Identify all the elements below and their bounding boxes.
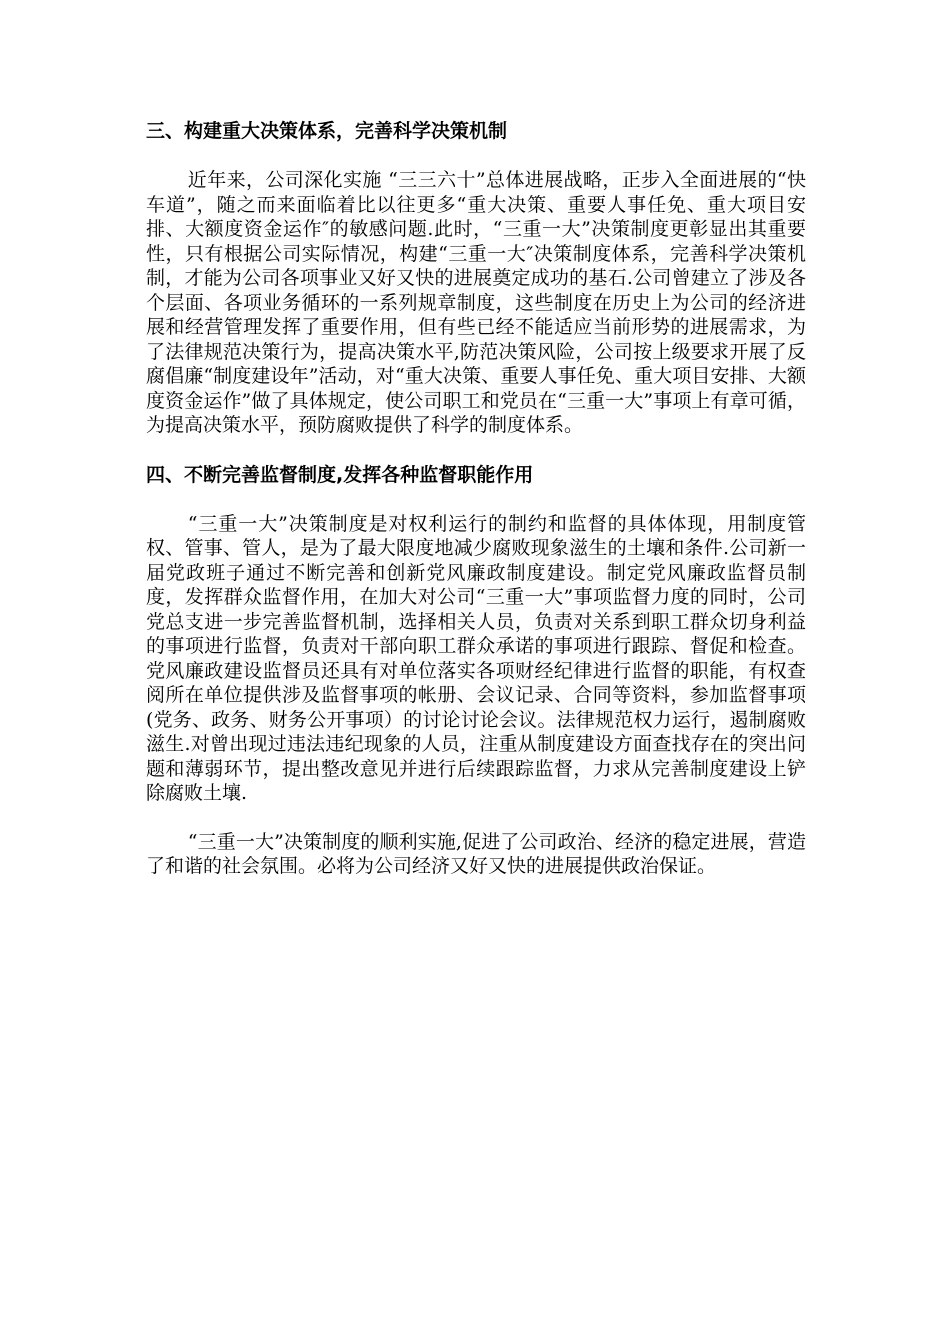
section-heading-4: 四、不断完善监督制度,发挥各种监督职能作用 bbox=[146, 463, 534, 486]
section-4-paragraph-2: “三重一大”决策制度的顺利实施,促进了公司政治、经济的稳定进展，营造了和谐的社会氛围。必将为公司经济又好又快的进展提供政治保证。 bbox=[146, 830, 806, 877]
document-page bbox=[146, 118, 806, 879]
section-heading-3: 三、构建重大决策体系，完善科学决策机制 bbox=[146, 120, 508, 142]
section-3-paragraph-1: 近年来，公司深化实施 “三三六十”总体进展战略，正步入全面进展的“快车道”，随之而来面临着比以往更多“重大决策、重要人事任免、重大项目安排、大额度资金运作″的敏感问题.此时，“三重一大”决策制度更彰显出其重要性，只有根据公司实际情况，构建“三重一大″决策制度体系，完善科学决策机制，才能为公司各项事业又好又快的进展奠定成功的基石.公司曾建立了涉及各个层面、各项业务循环的一系列规章制度，这些制度在历史上为公司的经济进展和经营管理发挥了重要作用，但有些已经不能适应当前形势的进展需求，为了法律规范决策行为，提高决策水平,防范决策风险，公司按上级要求开展了反腐倡廉“制度建设年”活动，对“重大决策、重要人事任免、重大项目安排、大额度资金运作”做了具体规定，使公司职工和党员在“三重一大”事项上有章可循，为提高决策水平，预防腐败提供了科学的制度体系。 bbox=[146, 169, 806, 436]
section-4-paragraph-1: “三重一大”决策制度是对权利运行的制约和监督的具体体现，用制度管权、管事、管人，是为了最大限度地减少腐败现象滋生的土壤和条件.公司新一届党政班子通过不断完善和创新党风廉政制度建设。制定党风廉政监督员制度，发挥群众监督作用，在加大对公司“三重一大”事项监督力度的同时，公司党总支进一步完善监督机制，选择相关人员，负责对关系到职工群众切身利益的事项进行监督，负责对干部向职工群众承诺的事项进行跟踪、督促和检查。党风廉政建设监督员还具有对单位落实各项财经纪律进行监督的职能，有权查阅所在单位提供涉及监督事项的帐册、会议记录、合同等资料，参加监督事项(党务、政务、财务公开事项）的讨论讨论会议。法律规范权力运行，遏制腐败滋生.对曾出现过违法违纪现象的人员，注重从制度建设方面查找存在的突出问题和薄弱环节，提出整改意见并进行后续跟踪监督，力求从完善制度建设上铲除腐败土壤. bbox=[146, 512, 806, 804]
